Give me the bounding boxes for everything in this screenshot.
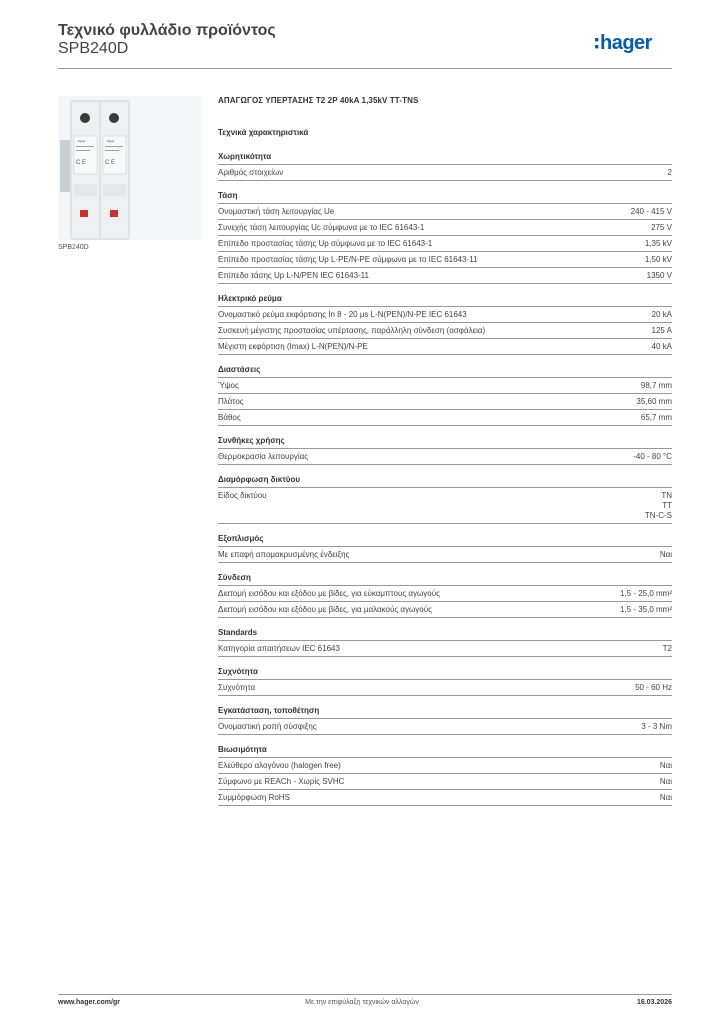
spec-section xyxy=(218,534,672,563)
spec-value: 275 V xyxy=(651,223,672,232)
spec-section xyxy=(218,628,672,657)
spec-row xyxy=(218,774,672,790)
spec-row xyxy=(218,488,672,524)
image-caption: SPB240D xyxy=(58,244,89,251)
spec-section xyxy=(218,365,672,426)
spec-label: Σύμφωνο με REACh - Χωρίς SVHC xyxy=(218,777,345,786)
spec-label: Κατηγορία απαιτήσεων IEC 61643 xyxy=(218,644,340,653)
spec-label: Ονομαστική τάση λειτουργίας Ue xyxy=(218,207,335,216)
spec-value: 3 - 3 Nm xyxy=(641,722,672,731)
spec-section xyxy=(218,573,672,618)
spec-row xyxy=(218,378,672,394)
spec-row xyxy=(218,165,672,181)
spec-section xyxy=(218,706,672,735)
spec-label: Συσκευή μέγιστης προστασίας υπέρτασης, παράλληλη σύνδεση (ασφάλεια) xyxy=(218,326,486,335)
spec-value: 125 A xyxy=(651,326,672,335)
svg-text::hager: :hager xyxy=(77,139,86,143)
spec-section xyxy=(218,152,672,181)
section-heading: Διαμόρφωση δικτύου xyxy=(218,475,672,488)
spec-value: 1,5 - 35,0 mm² xyxy=(619,605,672,614)
spec-row xyxy=(218,307,672,323)
spec-row xyxy=(218,641,672,657)
technical-characteristics-title: Τεχνικά χαρακτηριστικά xyxy=(218,128,309,137)
spec-label: Συχνότητα xyxy=(218,683,256,692)
svg-text:C E: C E xyxy=(76,160,87,166)
spec-row xyxy=(218,204,672,220)
spec-value: Ναι xyxy=(659,761,672,770)
spec-section xyxy=(218,475,672,524)
spec-section xyxy=(218,436,672,465)
spec-value: 50 - 60 Hz xyxy=(635,683,672,692)
spec-label: Συμμόρφωση RoHS xyxy=(218,793,290,802)
svg-text:hager: hager xyxy=(600,32,652,54)
spec-value: Ναι xyxy=(659,793,672,802)
spec-label: Με επαφή απομακρυσμένης ένδειξης xyxy=(218,550,350,559)
spec-value: Ναι xyxy=(659,550,672,559)
spec-section xyxy=(218,667,672,696)
spec-row xyxy=(218,252,672,268)
spec-row xyxy=(218,220,672,236)
section-heading: Συνθήκες χρήσης xyxy=(218,436,672,449)
spec-label: Είδος δικτύου xyxy=(218,491,267,500)
spec-value: 98,7 mm xyxy=(640,381,672,390)
spec-value: 35,60 mm xyxy=(636,397,672,406)
section-heading: Εξοπλισμός xyxy=(218,534,672,547)
spec-label: Ύψος xyxy=(218,381,239,390)
product-image xyxy=(58,96,202,240)
spec-label: Επίπεδο προστασίας τάσης Up L-PE/N-PE σύμφωνα με το IEC 61643-11 xyxy=(218,255,478,264)
spec-value: 2 xyxy=(667,168,672,177)
spec-value: 40 kA xyxy=(651,342,672,351)
section-heading: Ηλεκτρικό ρεύμα xyxy=(218,294,672,307)
spec-row xyxy=(218,323,672,339)
spec-value: 65,7 mm xyxy=(640,413,672,422)
product-code: SPB240D xyxy=(58,40,129,57)
section-heading: Τάση xyxy=(218,191,672,204)
spec-value: 20 kA xyxy=(651,310,672,319)
spec-label: Συνεχής τάση λειτουργίας Uc σύμφωνα με το IEC 61643-1 xyxy=(218,223,425,232)
spec-label: Διατομή εισόδου και εξόδου με βίδες, για εύκαμπτους αγωγούς xyxy=(218,589,440,598)
spec-value: -40 - 80 °C xyxy=(633,452,672,461)
section-heading: Διαστάσεις xyxy=(218,365,672,378)
spec-label: Ονομαστική ροπή σύσφιξης xyxy=(218,722,317,731)
section-heading: Standards xyxy=(218,628,672,641)
footer-website[interactable]: www.hager.com/gr xyxy=(58,999,120,1006)
spec-row xyxy=(218,586,672,602)
spec-row xyxy=(218,394,672,410)
spec-label: Ονομαστικό ρεύμα εκφόρτισης In 8 - 20 µs L-N(PEN)/N-PE IEC 61643 xyxy=(218,310,467,319)
footer-divider xyxy=(58,994,672,995)
hager-logo xyxy=(593,28,675,56)
spec-section xyxy=(218,745,672,806)
spec-label: Επίπεδο τάσης Up L-N/PEN IEC 61643-11 xyxy=(218,271,369,280)
svg-text:C E: C E xyxy=(105,160,116,166)
spec-value: 1,50 kV xyxy=(644,255,672,264)
spec-label: Αριθμός στοιχείων xyxy=(218,168,284,177)
spec-content xyxy=(218,96,672,806)
spec-label: Μέγιστη εκφόρτιση (Imax) L-N(PEN)/N-PE xyxy=(218,342,368,351)
spec-label: Επίπεδο προστασίας τάσης Up σύμφωνα με το IEC 61643-1 xyxy=(218,239,433,248)
spec-row xyxy=(218,680,672,696)
spec-value: 1,35 kV xyxy=(644,239,672,248)
footer-note: Με την επιφύλαξη τεχνικών αλλαγών xyxy=(305,999,419,1006)
spec-value: 240 - 415 V xyxy=(630,207,672,216)
spec-value: T2 xyxy=(662,644,672,653)
spec-row xyxy=(218,547,672,563)
spec-row xyxy=(218,410,672,426)
document-title: Τεχνικό φυλλάδιο προϊόντος xyxy=(58,22,276,39)
spec-row xyxy=(218,268,672,284)
spec-value: 1350 V xyxy=(646,271,672,280)
product-title: ΑΠΑΓΩΓΟΣ ΥΠΕΡΤΑΣΗΣ Τ2 2Ρ 40kA 1,35kV TT-TNS xyxy=(218,96,419,105)
header-divider xyxy=(58,68,672,69)
section-heading: Συχνότητα xyxy=(218,667,672,680)
spec-row xyxy=(218,339,672,355)
spec-label: Ελεύθερο αλογόνου (halogen free) xyxy=(218,761,341,770)
spec-row xyxy=(218,236,672,252)
section-heading: Χωρητικότητα xyxy=(218,152,672,165)
spec-section xyxy=(218,191,672,284)
section-heading: Βιωσιμότητα xyxy=(218,745,672,758)
spec-value: TN TT TN-C-S xyxy=(644,491,672,520)
spec-label: Βάθος xyxy=(218,413,241,422)
spec-label: Θερμοκρασία λειτουργίας xyxy=(218,452,309,461)
svg-text::hager: :hager xyxy=(106,139,115,143)
spec-row xyxy=(218,758,672,774)
spec-row xyxy=(218,602,672,618)
spec-row xyxy=(218,719,672,735)
spec-row xyxy=(218,790,672,806)
footer-date: 16.03.2026 xyxy=(636,999,672,1006)
section-heading: Εγκατάσταση, τοποθέτηση xyxy=(218,706,672,719)
spec-value: 1,5 - 25,0 mm² xyxy=(619,589,672,598)
spec-row xyxy=(218,449,672,465)
spec-value: Ναι xyxy=(659,777,672,786)
section-heading: Σύνδεση xyxy=(218,573,672,586)
spec-label: Πλάτος xyxy=(218,397,244,406)
spec-section xyxy=(218,294,672,355)
spec-sections xyxy=(218,152,672,806)
spec-label: Διατομή εισόδου και εξόδου με βίδες, για μαλακούς αγωγούς xyxy=(218,605,432,614)
